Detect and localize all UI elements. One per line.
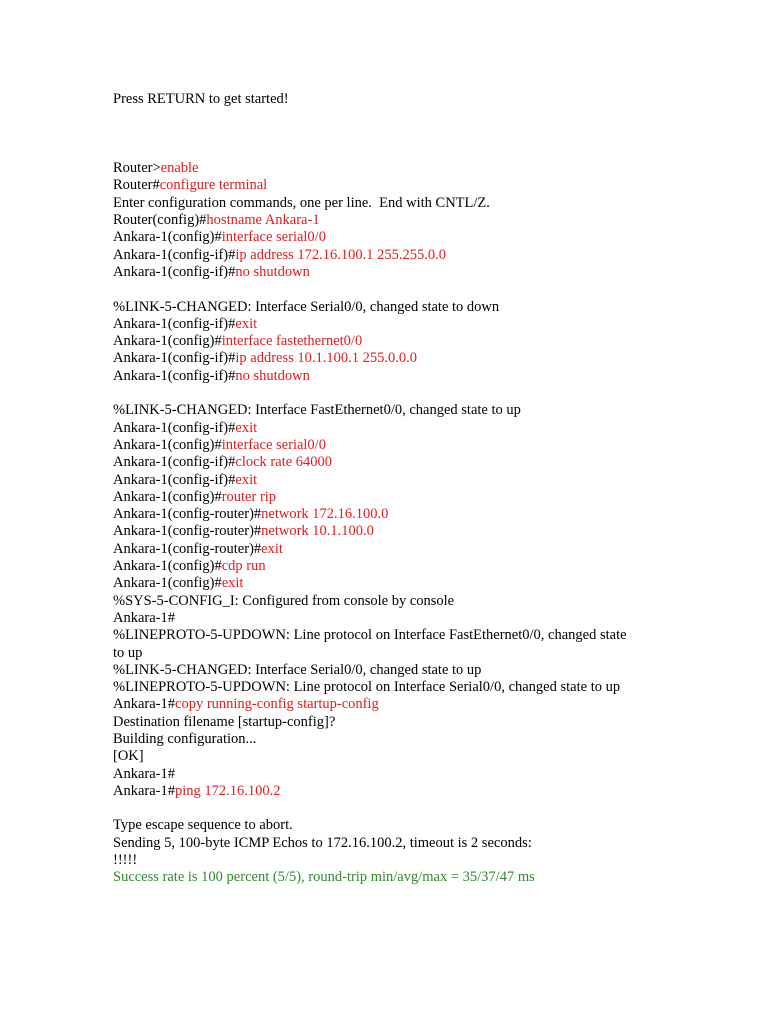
transcript-line: Sending 5, 100-byte ICMP Echos to 172.16.100.2, timeout is 2 seconds: [113,834,532,851]
transcript-line: %LINK-5-CHANGED: Interface Serial0/0, changed state to down [113,298,500,315]
transcript-line: Ankara-1#copy running-config startup-config [113,696,379,713]
transcript-line: %LINEPROTO-5-UPDOWN: Line protocol on Interface Serial0/0, changed state to up [113,679,621,696]
transcript-line: Ankara-1(config-if)#no shutdown [113,263,310,280]
transcript-line: Ankara-1(config-if)#ip address 172.16.100.1 255.255.0.0 [113,246,447,263]
top-spacer [113,0,733,91]
success-line: Success rate is 100 percent (5/5), round-trip min/avg/max = 35/37/47 ms [113,869,535,886]
transcript-line: Ankara-1(config)#exit [113,575,244,592]
transcript-line: Ankara-1(config-router)#network 10.1.100.0 [113,523,374,540]
transcript-line: Destination filename [startup-config]? [113,713,336,730]
transcript-line: Router(config)#hostname Ankara-1 [113,212,320,229]
transcript-line: Router>enable [113,160,199,177]
transcript-line: Enter configuration commands, one per line. End with CNTL/Z. [113,194,490,211]
transcript-line: Ankara-1(config-if)#no shutdown [113,367,310,384]
transcript-line: Building configuration... [113,730,257,747]
transcript-line: Ankara-1#ping 172.16.100.2 [113,782,281,799]
transcript-line: Ankara-1# [113,609,176,626]
transcript-line: %SYS-5-CONFIG_I: Configured from console by console [113,592,455,609]
transcript-line: Ankara-1(config-if)#exit [113,419,258,436]
transcript-line: Ankara-1(config-if)#exit [113,471,258,488]
transcript-line: Ankara-1# [113,765,176,782]
transcript-line: Ankara-1(config)#interface serial0/0 [113,229,326,246]
transcript-line: Ankara-1(config)#cdp run [113,558,266,575]
blank-line [113,385,733,402]
transcript-line: to up [113,644,143,661]
transcript-line: Ankara-1(config-router)#exit [113,540,283,557]
transcript-line: Type escape sequence to abort. [113,817,293,834]
transcript-line: %LINEPROTO-5-UPDOWN: Line protocol on Interface FastEthernet0/0, changed state [113,627,627,644]
transcript-line: Ankara-1(config-if)#ip address 10.1.100.1 255.0.0.0 [113,350,418,367]
transcript-line: Router#configure terminal [113,177,268,194]
transcript-line: %LINK-5-CHANGED: Interface FastEthernet0/0, changed state to up [113,402,521,419]
transcript-line: Ankara-1(config)#router rip [113,488,277,505]
transcript-line: %LINK-5-CHANGED: Interface Serial0/0, changed state to up [113,661,482,678]
blank-line [113,281,733,298]
transcript-line: [OK] [113,748,144,765]
transcript-line: Press RETURN to get started! [113,91,289,107]
blank-line [113,800,733,817]
transcript-line: Ankara-1(config-router)#network 172.16.100.0 [113,506,389,523]
transcript-line: Ankara-1(config)#interface serial0/0 [113,436,326,453]
transcript-line: Ankara-1(config)#interface fastethernet0/0 [113,333,363,350]
spacer [113,108,733,160]
terminal-transcript [113,0,733,887]
transcript-line: Ankara-1(config-if)#clock rate 64000 [113,454,333,471]
transcript-line: !!!!! [113,852,138,869]
transcript-line: Ankara-1(config-if)#exit [113,315,258,332]
